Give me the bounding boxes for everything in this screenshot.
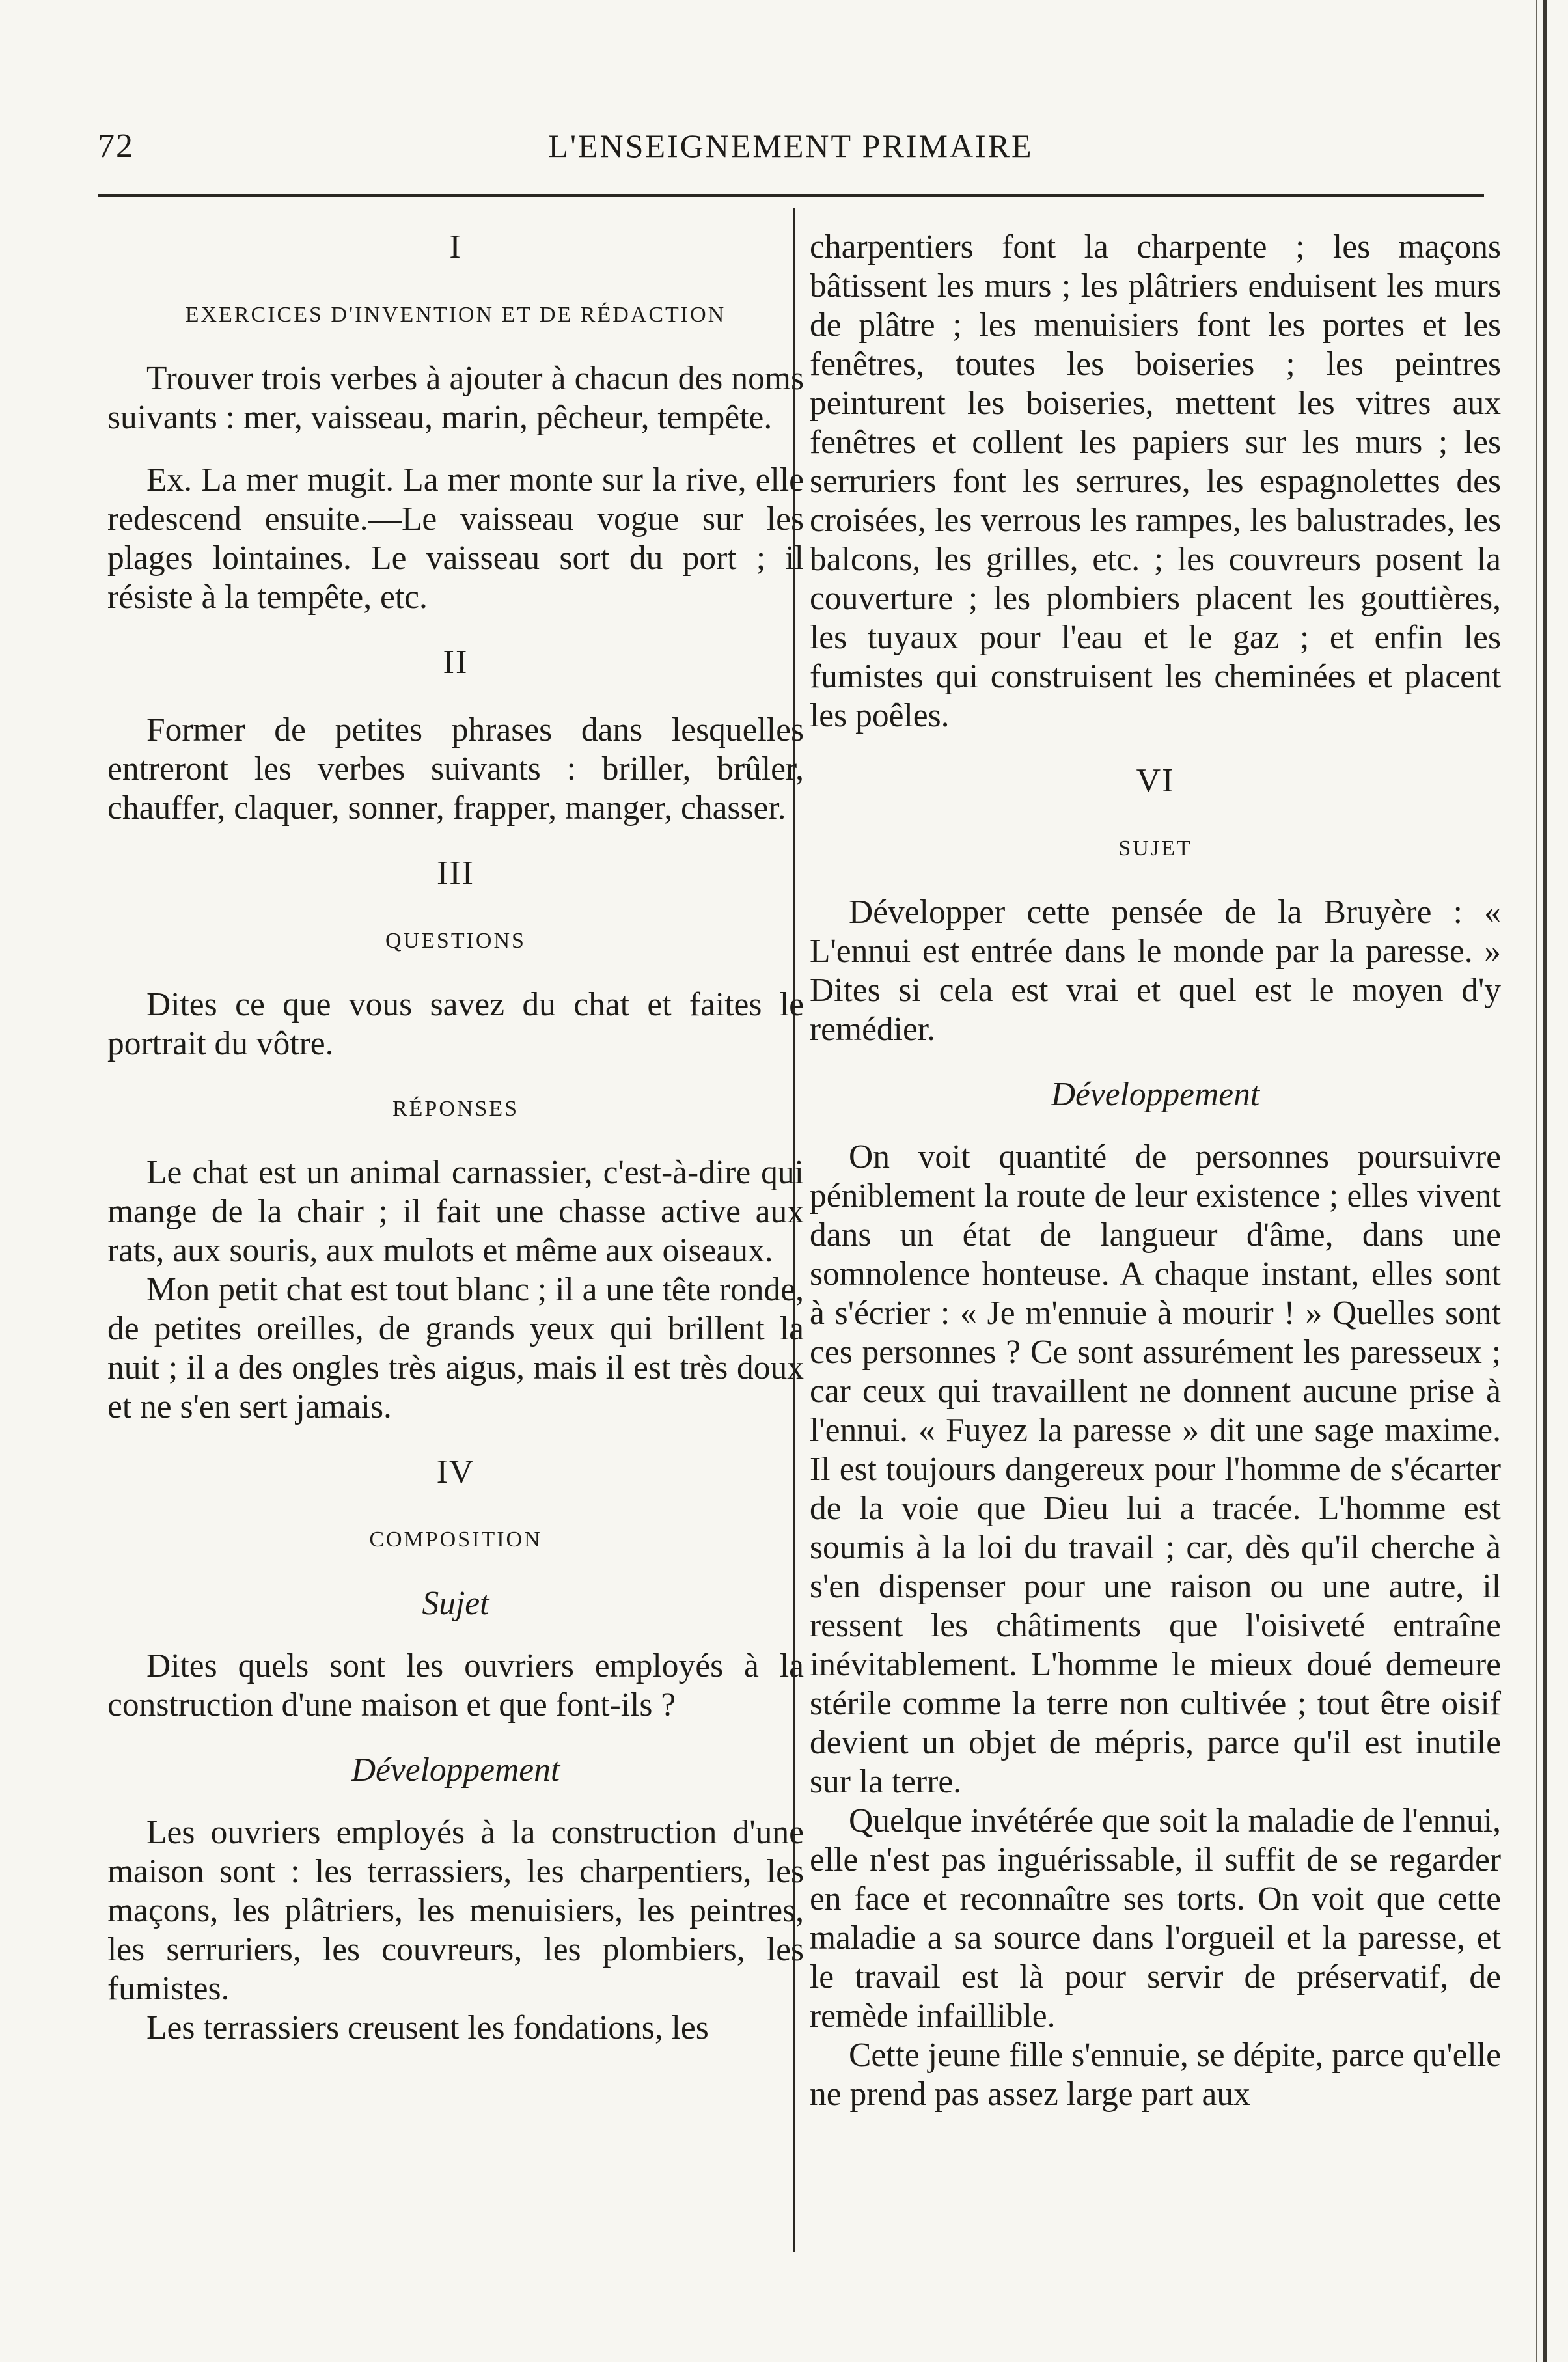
section-numeral-6: VI xyxy=(1136,762,1175,799)
running-title: L'ENSEIGNEMENT PRIMAIRE xyxy=(548,128,1034,164)
section-numeral-4: IV xyxy=(436,1453,475,1490)
section-numeral-2: II xyxy=(443,644,469,681)
development-label: Développement xyxy=(351,1751,560,1789)
paragraph: Cette jeune fille s'ennuie, se dépite, parce qu'elle ne prend pas assez large part aux xyxy=(810,2037,1501,2113)
section-heading-6: SUJET xyxy=(1118,836,1192,860)
page-header xyxy=(98,127,1484,172)
section-heading-4: COMPOSITION xyxy=(369,1528,542,1552)
paragraph: Dites quels sont les ouvriers employés à la construction d'une maison et que font-ils ? xyxy=(107,1647,804,1723)
paragraph: Trouver trois verbes à ajouter à chacun des noms suivants : mer, vaisseau, marin, pêcheur, tempête. xyxy=(107,360,804,436)
answers-heading: RÉPONSES xyxy=(392,1097,519,1121)
page-number: 72 xyxy=(98,128,134,165)
paragraph: Ex. La mer mugit. La mer monte sur la rive, elle redescend ensuite.—Le vaisseau vogue sur les plages lointaines. Le vaisseau sort du port ; il résiste à la tempête, etc. xyxy=(107,461,804,616)
section-heading-3: QUESTIONS xyxy=(385,929,526,953)
paragraph: Quelque invétérée que soit la maladie de l'ennui, elle n'est pas inguérissable, il suffit de se regarder en face et reconnaître ses torts. On voit que cette maladie a sa source dans l'orgueil et la paresse, et le travail est là pour servir de préservatif, de remède infaillible. xyxy=(810,1802,1501,2035)
paragraph: Dites ce que vous savez du chat et faites le portrait du vôtre. xyxy=(107,986,804,1062)
page-edge-shadow-inner xyxy=(1536,0,1537,2362)
right-column xyxy=(810,228,1501,2114)
paragraph: Le chat est un animal carnassier, c'est-à-dire qui mange de la chair ; il fait une chasse active aux rats, aux souris, aux mulots et même aux oiseaux. xyxy=(107,1154,804,1269)
page-edge-shadow xyxy=(1543,0,1547,2362)
paragraph: Former de petites phrases dans lesquelles entreront les verbes suivants : briller, brûler, chauffer, claquer, sonner, frapper, manger, chasser. xyxy=(107,711,804,827)
paragraph: Les terrassiers creusent les fondations, les xyxy=(146,2009,709,2046)
section-heading-1: EXERCICES D'INVENTION ET DE RÉDACTION xyxy=(185,303,726,327)
paragraph: Mon petit chat est tout blanc ; il a une tête ronde, de petites oreilles, de grands yeux qui brillent la nuit ; il a des ongles très aigus, mais il est très doux et ne s'en sert jamais. xyxy=(107,1271,804,1425)
paragraph: Développer cette pensée de la Bruyère : « L'ennui est entrée dans le monde par la paresse. » Dites si cela est vrai et quel est le moyen d'y remédier. xyxy=(810,894,1501,1048)
paragraph: Les ouvriers employés à la construction d'une maison sont : les terrassiers, les charpentiers, les maçons, les plâtriers, les menuisiers, les peintres, les serruriers, les couvreurs, les plombiers, les fumistes. xyxy=(107,1814,804,2007)
section-numeral-3: III xyxy=(437,855,475,892)
section-numeral-1: I xyxy=(449,228,462,266)
paragraph: On voit quantité de personnes poursuivre péniblement la route de leur existence ; elles vivent dans un état de langueur d'âme, dans une somnolence honteuse. A chaque instant, elles sont à s'écrier : « Je m'ennuie à mourir ! » Quelles sont ces personnes ? Ce sont assurément les paresseux ; car ceux qui travaillent ne donnent aucune prise à l'ennui. « Fuyez la paresse » dit une sage maxime. Il est toujours dangereux pour l'homme de s'écarter de la voie que Dieu lui a tracée. L'homme est soumis à la loi du travail ; car, dès qu'il cherche à s'en dispenser pour une raison ou une autre, il ressent les châtiments que l'oisiveté entraîne inévitablement. L'homme le mieux doué demeure stérile comme la terre non cultivée ; tout être oisif devient un objet de mépris, parce qu'il est inutile sur la terre. xyxy=(810,1138,1501,1800)
left-column xyxy=(107,228,804,2048)
development-label: Développement xyxy=(1051,1076,1260,1113)
header-rule xyxy=(98,194,1484,197)
paragraph-continued: charpentiers font la charpente ; les maçons bâtissent les murs ; les plâtriers enduisent les murs de plâtre ; les menuisiers font les portes et les fenêtres, toutes les boiseries ; les peintres peinturent les boiseries, mettent les vitres aux fenêtres et collent les papiers sur les murs ; les serruriers font les serrures, les espagnolettes des croisées, les verrous les rampes, les balustrades, les balcons, les grilles, etc. ; les couvreurs posent la couverture ; les plombiers placent les gouttières, les tuyaux pour l'eau et le gaz ; et enfin les fumistes qui construisent les cheminées et placent les poêles. xyxy=(810,228,1501,734)
subject-label: Sujet xyxy=(422,1585,489,1622)
